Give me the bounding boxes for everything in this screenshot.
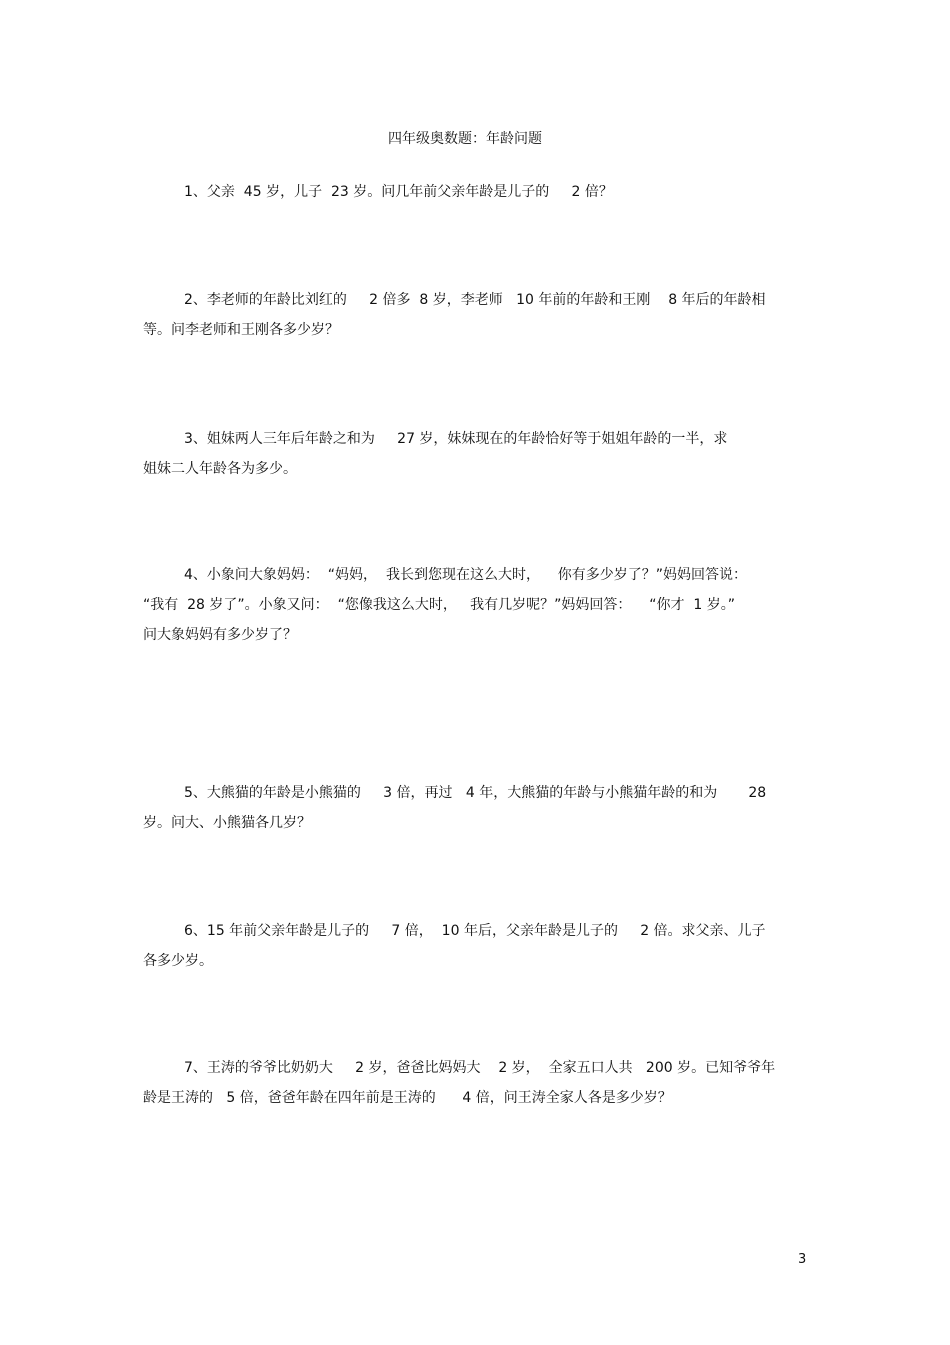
question-2-line-2: 等。问李老师和王刚各多少岁？	[143, 322, 339, 338]
question-2-line-1: 2、李老师的年龄比刘红的 2 倍多 8 岁，李老师 10 年前的年龄和王刚 8 年后的年龄相	[184, 292, 766, 308]
question-4-line-2: “我有 28 岁了”。小象又问： “您像我这么大时， 我有几岁呢？”妈妈回答： “你才 1 岁。”	[143, 597, 735, 613]
question-6-line-2: 各多少岁。	[143, 953, 213, 969]
question-4-line-3: 问大象妈妈有多少岁了？	[143, 627, 297, 643]
question-5-line-2: 岁。问大、小熊猫各几岁？	[143, 815, 311, 831]
question-7-line-2: 龄是王涛的 5 倍，爸爸年龄在四年前是王涛的 4 倍，问王涛全家人各是多少岁？	[143, 1090, 672, 1106]
document-title: 四年级奥数题：年龄问题	[388, 131, 542, 147]
page-number: 3	[798, 1252, 807, 1267]
question-1-line-1: 1、父亲 45 岁，儿子 23 岁。问几年前父亲年龄是儿子的 2 倍？	[184, 184, 613, 200]
question-4-line-1: 4、小象问大象妈妈： “妈妈， 我长到您现在这么大时， 你有多少岁了？”妈妈回答说：	[184, 567, 748, 583]
question-7-line-1: 7、王涛的爷爷比奶奶大 2 岁，爸爸比妈妈大 2 岁， 全家五口人共 200 岁。已知爷爷年	[184, 1060, 776, 1076]
question-3-line-2: 姐妹二人年龄各为多少。	[143, 461, 297, 477]
question-6-line-1: 6、15 年前父亲年龄是儿子的 7 倍， 10 年后，父亲年龄是儿子的 2 倍。求父亲、儿子	[184, 923, 766, 939]
question-5-line-1: 5、大熊猫的年龄是小熊猫的 3 倍，再过 4 年，大熊猫的年龄与小熊猫年龄的和为 28	[184, 785, 767, 801]
question-3-line-1: 3、姐妹两人三年后年龄之和为 27 岁，妹妹现在的年龄恰好等于姐姐年龄的一半，求	[184, 431, 728, 447]
